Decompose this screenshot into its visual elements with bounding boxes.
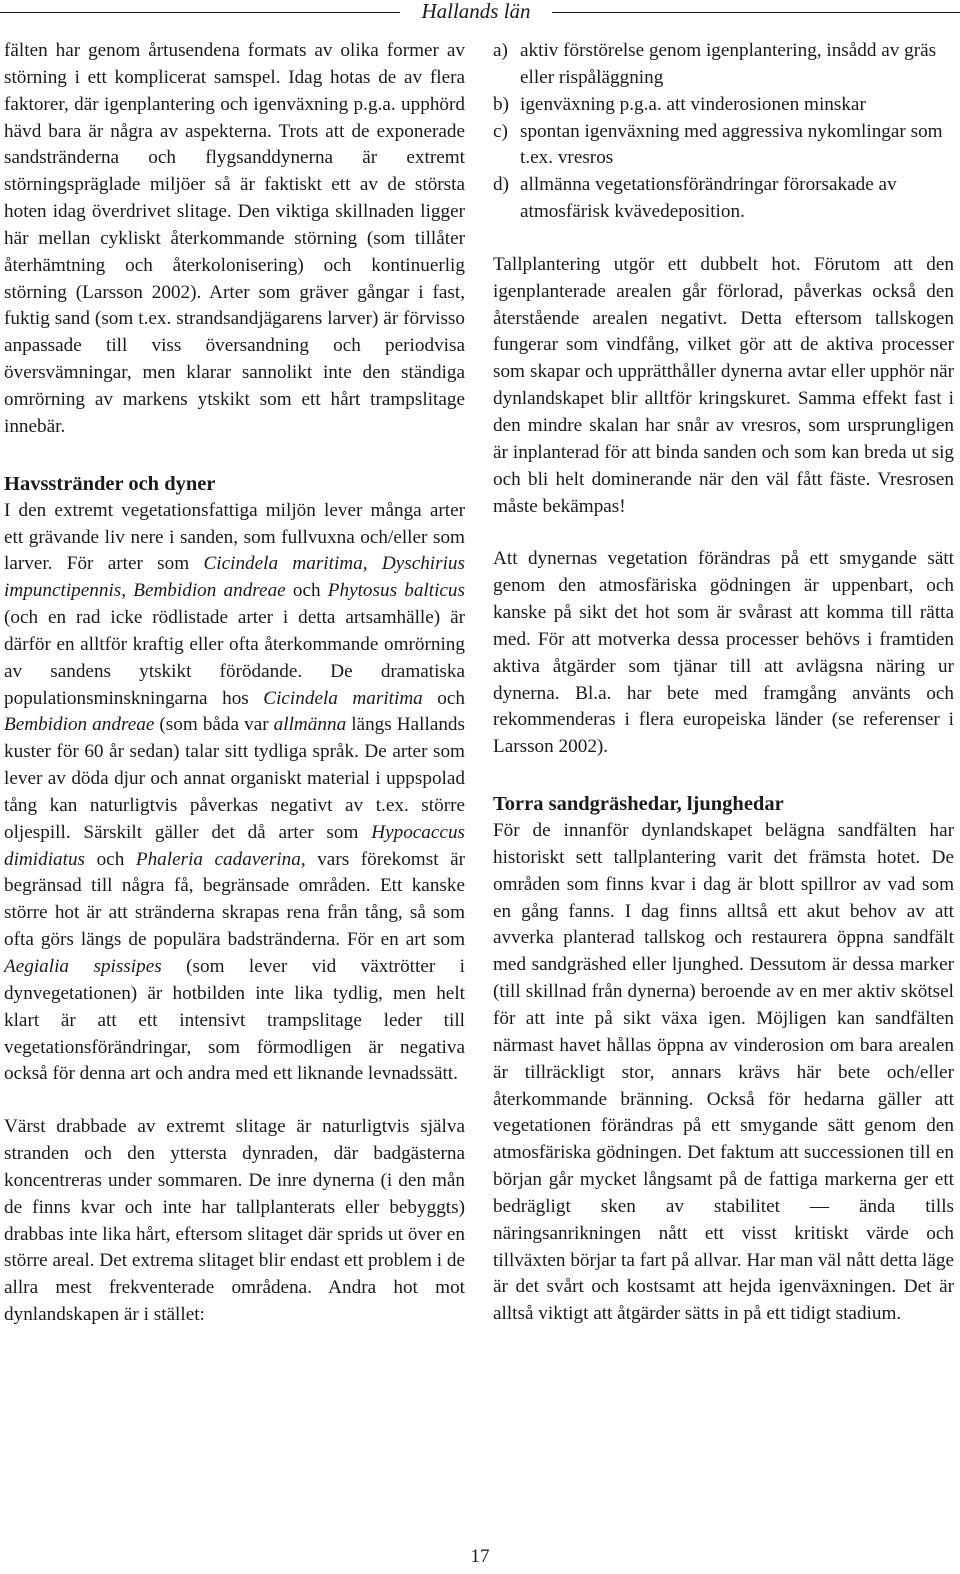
page-number: 17 — [470, 1546, 490, 1567]
emphasis: allmänna — [273, 714, 347, 736]
section-heading-sandgrashedar: Torra sandgräshedar, ljunghedar — [493, 793, 784, 816]
header-rule-left — [0, 12, 400, 13]
list-item: b) igenväxning p.g.a. att vinderosionen minskar — [493, 93, 866, 115]
threat-list — [493, 38, 954, 226]
paragraph-slitage: Värst drabbade av extremt slitage är naturligtvis själva stranden och den yttersta dynraden, där badgästerna koncentreras under sommaren. De inre dynerna (i den mån de finns kvar och inte har tallplanterats eller bebyggts) drabbas inte lika hårt, eftersom slitaget där sprids ut över en större areal. Det extrema slitaget blir endast ett problem i de allra mest frekventerade områdena. Andra hot mot dynlandskapen är i stället: — [4, 1116, 465, 1326]
section-heading-havsstrander: Havsstränder och dyner — [4, 472, 216, 495]
right-column — [493, 38, 954, 1328]
list-item: a) aktiv förstörelse genom igenplantering, insådd av gräs eller rispåläggning — [493, 40, 937, 88]
paragraph-gödning: Att dynernas vegetation förändras på ett smygande sätt genom den atmosfäriska gödningen är uppenbart, och kanske på sikt det hot som är svårast att komma till rätta med. För att motverka dessa processer behövs i framtiden aktiva åtgärder som tjänar till att avlägsna näring ur dynerna. Bl.a. har bete med framgång använts och rekommenderas i flera europeiska länder (se referenser i Larsson 2002). — [493, 548, 954, 758]
species-name: Aegialia spissipes — [4, 956, 162, 977]
paragraph-tallplantering: Tallplantering utgör ett dubbelt hot. Förutom att den igenplanterade arealen går förlorad, påverkas också den återstående arealen negativt. Detta eftersom tallskogen fungerar som vindfång, vilket gör att de aktiva processer som skapar och upprätthåller dynerna avtar eller upphör när dynlandskapet blir alltför kringskuret. Samma effekt fast i den mindre skalan har snår av vresros, som ursprungligen är inplanterad för att binda sanden och som kan breda ut sig och bli helt dominerande när den väl fått fäste. Vresrosen måste bekämpas! — [493, 253, 954, 517]
paragraph-havsstrander: I den extremt vegetationsfattiga miljön lever många arter ett grävande liv nere i sanden, som fullvuxna och/eller som larver. För arter som Cicindela maritima, Dyschirius impunctipennis, Bembidion andreae och Phytosus balticus (och en rad icke rödlistade arter i detta artsamhälle) är därför en alltför kraftig eller ofta återkommande omrörning av sandens ytskikt förödande. De dramatiska populationsminskningarna hos Cicindela maritima och Bembidion andreae (som båda var allmänna längs Hallands kuster för 60 år sedan) talar sitt tydliga språk. De arter som lever av döda djur och annat organiskt material i uppspolad tång kan naturligtvis påverkas negativt av t.ex. större oljespill. Särskilt gäller det då arter som Hypocaccus dimidiatus och Phaleria cadaverina, vars förekomst är begränsad till några få, begränsade områden. Ett kanske större hot är att stränderna skrapas rena från tång, så som ofta görs längs de populära badstränderna. För en art som Aegialia spissipes (som lever vid växtrötter i dynvegetationen) är hotbilden inte lika tydlig, men helt klart är att ett intensivt trampslitage leder till vegetationsförändringar, som förmodligen är negativa också för denna art och andra med ett liknande levnadssätt. — [4, 499, 466, 1085]
running-header — [0, 0, 960, 26]
left-column — [4, 38, 465, 1329]
paragraph-intro: fälten har genom årtusendena formats av olika former av störning i ett komplicerat samspel. Idag hotas de av flera faktorer, där igenplantering och igenväxning p.g.a. upphörd hävd bara är några av aspekterna. Trots att de exponerade sandstränderna och flygsanddynerna är extremt störningspräglade miljöer så är faktiskt ett av de största hoten idag överdrivet slitage. Den viktiga skillnaden ligger här mellan cykliskt återkommande störning (som tillåter återhämtning och återkolonisering) och kontinuerlig störning (Larsson 2002). Arter som gräver gångar i fast, fuktig sand (som t.ex. strandsandjägarens larver) är förvisso anpassade till viss översandning och periodvisa översvämningar, men klarar sannolikt inte den ständiga omrörning av markens ytskikt som ett hårt trampslitage innebär. — [4, 40, 465, 437]
species-name: Bembidion andreae — [4, 714, 155, 736]
species-name: Hypocaccus dimidiatus — [4, 821, 465, 870]
species-name: Cicindela maritima — [263, 687, 423, 709]
species-name: Phytosus balticus — [327, 580, 465, 602]
header-rule-right — [552, 12, 960, 13]
list-item: d) allmänna vegetationsförändringar förorsakade av atmosfärisk kvävedeposition. — [493, 174, 897, 223]
paragraph-sandgrashedar: För de innanför dynlandskapet belägna sandfälten har historiskt sett tallplantering varit det främsta hotet. De områden som finns kvar i dag är blott spillror av vad som en gång fanns. I dag finns alltså ett akut behov av att avverka planterad tallskog och restaurera öppna sandfält med sandgräshed eller ljunghed. Dessutom är dessa marker (till skillnad från dynerna) beroende av en mer aktiv skötsel för att inte på sikt växa igen. Möjligen kan sandfälten närmast havet hållas öppna av vinderosion om bara arealen är tillräckligt stor, annars krävs här bete och/eller återkommande bränning. Också för hedarna gäller att vegetationen förändras på ett smygande sätt genom den atmosfäriska gödningen. Det faktum att successionen till en början går mycket långsamt på de fattiga markerna ger ett bedrägligt sken av stabilitet — ända tills näringsanrikningen nått ett visst kritiskt värde och tillväxten börjar ta fart på allvar. Har man väl nått detta läge är det svårt och kostsamt att hejda igenväxningen. Det är alltså viktigt att åtgärder sätts in på ett tidigt stadium. — [493, 820, 954, 1325]
species-name: Cicindela maritima, Dyschirius impunctipennis, Bembidion andreae — [4, 553, 465, 602]
list-item: c) spontan igenväxning med aggressiva nykomlingar som t.ex. vresros — [493, 120, 943, 169]
header-title: Hallands län — [421, 0, 531, 23]
species-name: Phaleria cadaverina, — [135, 848, 306, 870]
